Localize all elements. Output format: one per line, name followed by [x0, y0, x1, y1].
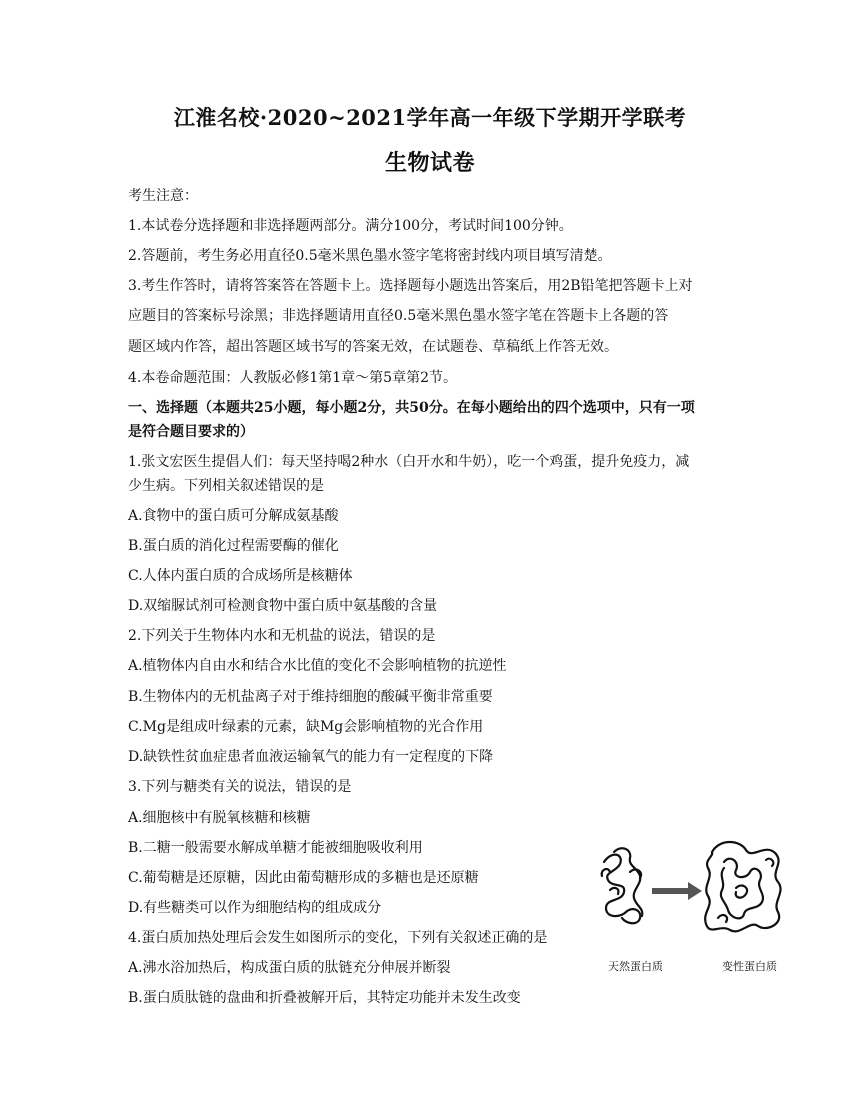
q4-stem: 4.蛋白质加热处理后会发生如图所示的变化，下列有关叙述正确的是 — [128, 930, 548, 946]
note-item-4: 4.本卷命题范围：人教版必修1第1章～第5章第2节。 — [128, 370, 457, 386]
q3-stem: 3.下列与糖类有关的说法，错误的是 — [128, 779, 352, 795]
denatured-protein-label: 变性蛋白质 — [722, 960, 777, 973]
section-heading-cont: 是符合题目要求的） — [128, 424, 254, 440]
note-item-2: 2.答题前，考生务必用直径0.5毫米黑色墨水签字笔将密封线内项目填写清楚。 — [128, 248, 612, 264]
arrow-right-icon — [652, 882, 702, 900]
exam-title: 江淮名校·2020~2021学年高一年级下学期开学联考 — [173, 105, 687, 130]
q1-option-b: B.蛋白质的消化过程需要酶的催化 — [128, 538, 339, 554]
q3-option-c: C.葡萄糖是还原糖，因此由葡萄糖形成的多糖也是还原糖 — [128, 870, 479, 886]
note-item-3-cont2: 题区域内作答，超出答题区域书写的答案无效，在试题卷、草稿纸上作答无效。 — [128, 339, 618, 355]
q2-option-a: A.植物体内自由水和结合水比值的变化不会影响植物的抗逆性 — [128, 658, 507, 674]
q2-option-b: B.生物体内的无机盐离子对于维持细胞的酸碱平衡非常重要 — [128, 689, 493, 705]
exam-subtitle: 生物试卷 — [384, 150, 475, 176]
note-item-3: 3.考生作答时，请将答案答在答题卡上。选择题每小题选出答案后，用2B铅笔把答题卡上对 — [128, 278, 693, 294]
note-item-3-cont: 应题目的答案标号涂黑；非选择题请用直径0.5毫米黑色墨水签字笔在答题卡上各题的答 — [128, 308, 669, 324]
q2-option-c: C.Mg是组成叶绿素的元素，缺Mg会影响植物的光合作用 — [128, 719, 484, 735]
q2-option-d: D.缺铁性贫血症患者血液运输氧气的能力有一定程度的下降 — [128, 749, 494, 765]
q4-option-b: B.蛋白质肽链的盘曲和折叠被解开后，其特定功能并未发生改变 — [128, 990, 521, 1006]
q1-option-a: A.食物中的蛋白质可分解成氨基酸 — [128, 508, 339, 524]
denatured-protein-icon — [705, 842, 780, 931]
protein-diagram — [590, 832, 786, 952]
q1-option-d: D.双缩脲试剂可检测食物中蛋白质中氨基酸的含量 — [128, 598, 438, 614]
q1-stem-cont: 少生病。下列相关叙述错误的是 — [128, 478, 324, 494]
section-heading: 一、选择题（本题共25小题，每小题2分，共50分。在每小题给出的四个选项中，只有一项 — [128, 400, 695, 416]
q3-option-a: A.细胞核中有脱氧核糖和核糖 — [128, 810, 311, 826]
q3-option-d: D.有些糖类可以作为细胞结构的组成成分 — [128, 900, 382, 916]
native-protein-icon — [602, 848, 643, 923]
protein-denaturation-figure — [590, 832, 786, 976]
q3-option-b: B.二糖一般需要水解成单糖才能被细胞吸收利用 — [128, 840, 423, 856]
notes-heading: 考生注意： — [128, 188, 198, 204]
q4-option-a: A.沸水浴加热后，构成蛋白质的肽链充分伸展并断裂 — [128, 960, 451, 976]
q2-stem: 2.下列关于生物体内水和无机盐的说法，错误的是 — [128, 628, 436, 644]
native-protein-label: 天然蛋白质 — [608, 960, 663, 973]
note-item-1: 1.本试卷分选择题和非选择题两部分。满分100分，考试时间100分钟。 — [128, 218, 573, 234]
q1-option-c: C.人体内蛋白质的合成场所是核糖体 — [128, 568, 353, 584]
q1-stem: 1.张文宏医生提倡人们：每天坚持喝2种水（白开水和牛奶），吃一个鸡蛋，提升免疫力，减 — [128, 454, 690, 470]
